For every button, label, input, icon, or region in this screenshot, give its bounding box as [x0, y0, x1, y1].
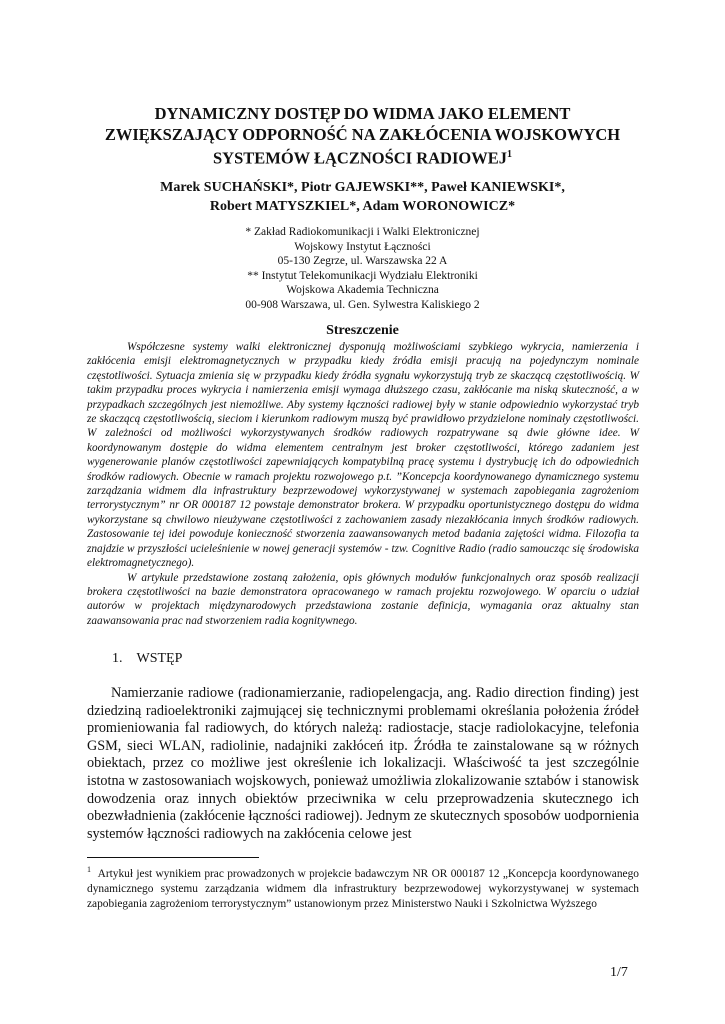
footnote-text: Artykuł jest wynikiem prac prowadzonych w projekcie badawczym NR OR 000187 12 „Koncepcja koordynowanego dynamicznego systemu zarządzania widmem dla infrastruktury bezprzewodowej wykorzystywanej w systemach zapobiegania zagrożeniom terrorystycznym” ustanowionym przez Ministerstwo Nauki i Szkolnictwa Wyższego [87, 867, 639, 910]
title-line-3 [60, 145, 665, 169]
title-line-1: DYNAMICZNY DOSTĘP DO WIDMA JAKO ELEMENT [154, 104, 571, 123]
affiliation-line: ** Instytut Telekomunikacji Wydziału Elektroniki [247, 269, 478, 282]
title-footnote-mark: 1 [507, 149, 512, 160]
footnote [87, 862, 639, 912]
affiliations [60, 225, 665, 313]
affiliation-line: 05-130 Zegrze, ul. Warszawska 22 A [277, 255, 448, 268]
abstract-paragraph-1: Współczesne systemy walki elektronicznej dysponują możliwościami szybkiego wykrycia, namierzenia i zakłócenia emisji elektromagnetycznych w przypadku kiedy źródła emisji pracują na pojedynczym nominale częstotliwości. Sytuacja zmienia się w przypadku kiedy źródła sygnału wykorzystują tryb ze skaczącą częstotliwością. W takim przypadku proces wykrycia i namierzenia emisji wymaga dłuższego czasu, zakłócanie ma niską skuteczność, a w przypadkach szczególnych jest niemożliwe. Aby systemy łączności radiowej były w stanie odpowiednio wykorzystać tryb ze skaczącą częstotliwością, sieciom i kierunkom radiowym muszą być prawidłowo przydzielone nominały częstotliwości. W zależności od możliwości wykorzystywanych środków radiowych rozpatrywane są dwie główne idee. W koordynowanym dostępie do widma elementem centralnym jest broker częstotliwości, którego zadaniem jest wygenerowanie planów częstotliwości zapewniających kompatybilną pracę systemu i dystrybucję ich do odpowiednich środków radiowych. Obecnie w ramach projektu rozwojowego p.t. ”Koncepcja koordynowanego dynamicznego systemu zarządzania widmem dla infrastruktury bezprzewodowej wykorzystywanej w systemach zapobiegania zagrożeniom terrorystycznym” nr OR 000187 12 powstaje demonstrator brokera. W przypadku oportunistycznego dostępu do widma wykorzystane są chwilowo nieużywane częstotliwości z zachowaniem zasady niezakłócania innych środków radiowych. Zastosowanie tej idei powoduje konieczność stworzenia zaawansowanych metod badania zajętości widma. Filozofia ta znajdzie w przyszłości ucieleśnienie w nowej generacji systemów - tzw. Cognitive Radio (radio samoucząc się środowiska elektromagnetycznego). [87, 341, 639, 570]
page-number: 1/7 [610, 965, 628, 980]
affiliation-line: Wojskowa Akademia Techniczna [286, 284, 439, 297]
abstract-paragraph-2: W artykule przedstawione zostaną założenia, opis głównych modułów funkcjonalnych oraz sposób realizacji brokera częstotliwości na bazie demonstratora opracowanego w ramach projektu rozwojowego. W oparciu o udział autorów w projektach międzynarodowych przedstawiona zostanie definicja, wymagania oraz aktualny stan zaawansowania prac nad stworzeniem radia kognitywnego. [87, 571, 639, 627]
author-list [60, 178, 665, 216]
section-number: 1. [112, 651, 123, 666]
affiliation-line: Wojskowy Instytut Łączności [294, 240, 431, 253]
section-body [87, 685, 639, 843]
title-line-3-text: SYSTEMÓW ŁĄCZNOŚCI RADIOWEJ [212, 148, 507, 168]
footnote-paragraph [87, 862, 639, 912]
footnote-divider [87, 857, 259, 858]
affiliation-line: * Zakład Radiokomunikacji i Walki Elektronicznej [245, 226, 480, 238]
body-paragraph: Namierzanie radiowe (radionamierzanie, radiopelengacja, ang. Radio direction finding) jest dziedziną radioelektroniki zajmującej się technicznymi problemami określania położenia źródeł promieniowania fal radiowych, do których należą: radiostacje, stacje radiolokacyjne, telefonia GSM, sieci WLAN, radiolinie, nadajniki zakłóceń itp. Źródła te zainstalowane są w różnych obiektach, przez co możliwe jest określenie ich lokalizacji. Właściwość ta jest szczególnie istotna w zastosowaniach wojskowych, ponieważ umożliwia zlokalizowanie sztabów i stanowisk dowodzenia oraz innych obiektów przeciwnika w celu przeprowadzenia skutecznego ich obezwładnienia (zakłócenie łączności radiowej). Jednym ze skutecznych sposobów uodpornienia systemów łączności radiowych na zakłócenia celowe jest [87, 685, 639, 842]
affiliation-line: 00-908 Warszawa, ul. Gen. Sylwestra Kaliskiego 2 [245, 298, 480, 311]
footnote-mark: 1 [87, 865, 91, 874]
abstract-heading: Streszczenie [326, 323, 399, 338]
section-title: WSTĘP [136, 651, 183, 666]
paper-title [60, 104, 665, 169]
authors-line-1: Marek SUCHAŃSKI*, Piotr GAJEWSKI**, Paweł KANIEWSKI*, [160, 180, 565, 195]
title-line-2: ZWIĘKSZAJĄCY ODPORNOŚĆ NA ZAKŁÓCENIA WOJSKOWYCH [104, 124, 621, 144]
abstract [87, 340, 639, 628]
authors-line-2: Robert MATYSZKIEL*, Adam WORONOWICZ* [209, 199, 516, 214]
section-heading [112, 651, 182, 667]
